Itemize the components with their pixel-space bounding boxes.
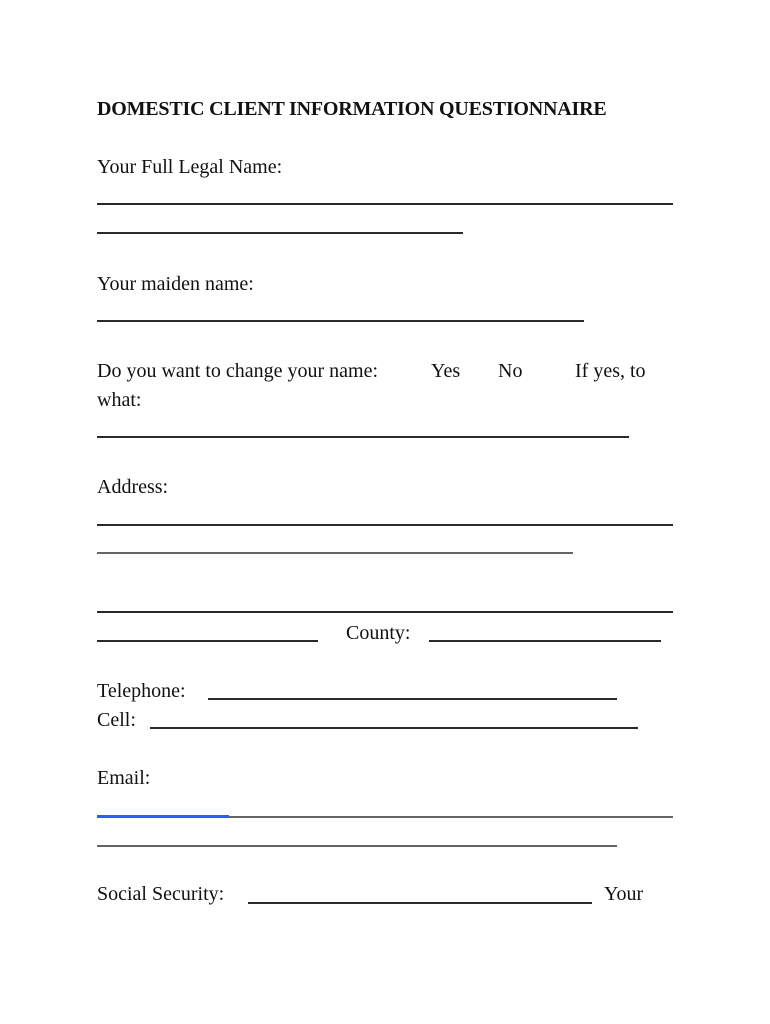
trailing-text: Your (604, 883, 644, 905)
email-label: Email: (97, 767, 151, 789)
change-name-label: Do you want to change your name: (97, 360, 379, 382)
change-name-option-yes[interactable]: Yes (431, 360, 461, 382)
social-security-line[interactable] (248, 902, 592, 904)
full-legal-name-label: Your Full Legal Name: (97, 156, 283, 178)
page-title: DOMESTIC CLIENT INFORMATION QUESTIONNAIRE (97, 98, 607, 120)
email-line-2[interactable] (97, 845, 617, 847)
cell-line[interactable] (150, 727, 638, 729)
maiden-name-label: Your maiden name: (97, 273, 254, 295)
telephone-label: Telephone: (97, 680, 186, 702)
social-security-label: Social Security: (97, 883, 225, 905)
address-line-3[interactable] (97, 611, 673, 613)
new-name-line[interactable] (97, 436, 629, 438)
address-line-1[interactable] (97, 524, 673, 526)
maiden-name-line[interactable] (97, 320, 584, 322)
cell-label: Cell: (97, 709, 136, 731)
full-legal-name-line-2[interactable] (97, 232, 463, 234)
address-line-2[interactable] (97, 552, 573, 554)
county-line[interactable] (429, 640, 661, 642)
address-label: Address: (97, 476, 169, 498)
full-legal-name-line-1[interactable] (97, 203, 673, 205)
new-name-label-part1: If yes, to (575, 360, 646, 382)
address-line-4[interactable] (97, 640, 318, 642)
new-name-label-part2: what: (97, 389, 142, 411)
county-label: County: (346, 622, 411, 644)
email-field-focus-highlight[interactable] (97, 815, 229, 818)
telephone-line[interactable] (208, 698, 617, 700)
change-name-option-no[interactable]: No (498, 360, 523, 382)
